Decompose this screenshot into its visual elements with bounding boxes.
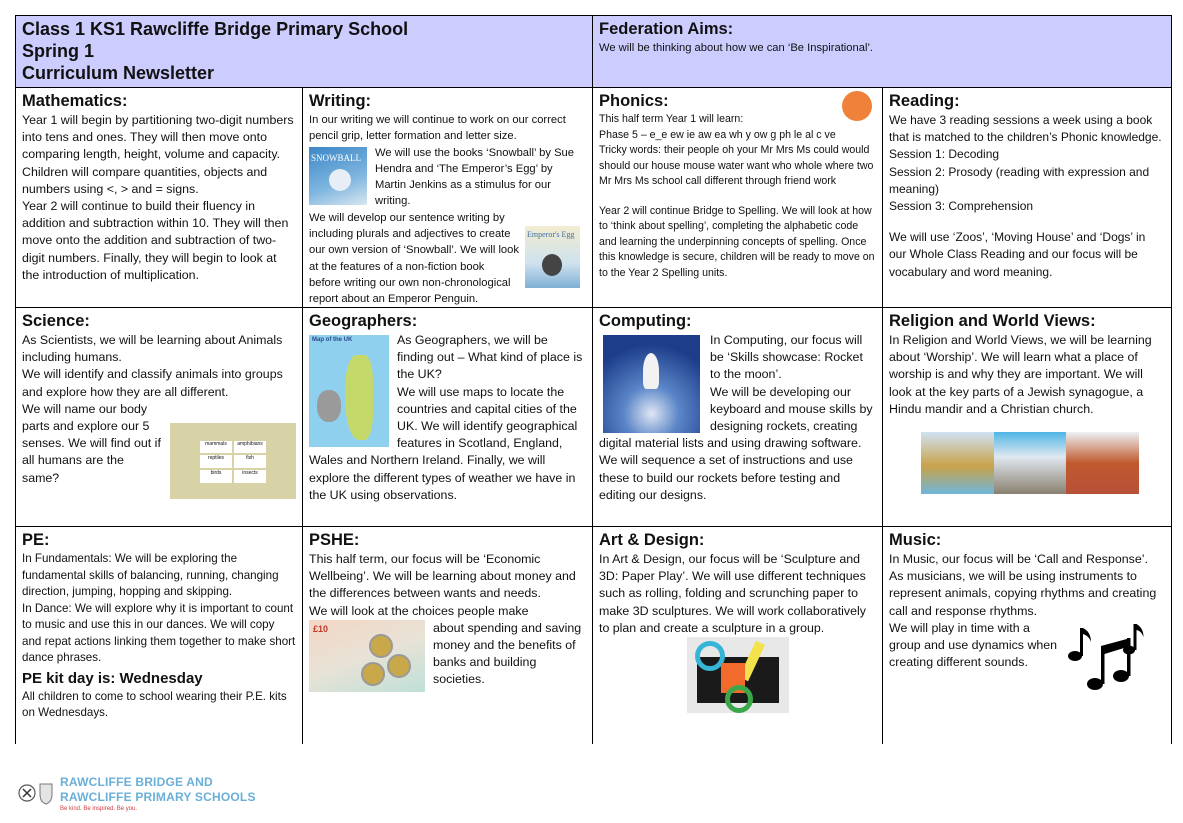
art-heading: Art & Design: <box>599 531 705 549</box>
footer-line-2: RAWCLIFFE PRIMARY SCHOOLS <box>60 790 256 804</box>
uk-map-title: Map of the UK <box>312 337 353 343</box>
geography-text-2: We will use maps to locate the countries and capital cities of the UK. We will identify geographical features in Scotland, England, Wales and Northern Ireland. Finally, we will explore the different types of weather we have in the UK using observations. <box>309 384 578 502</box>
pe-section <box>16 527 303 744</box>
reading-section <box>883 88 1171 308</box>
computing-text-2: We will be developing our keyboard and mouse skills by designing rockets, creating digital material lists and using drawing software. <box>599 384 873 451</box>
mandir-photo <box>1066 432 1139 494</box>
penguin-shape <box>542 254 562 276</box>
science-heading: Science: <box>22 312 90 330</box>
pshe-text-2b: about spending and saving money and the benefits of banks and building societies. <box>433 620 582 687</box>
banknote-label: £10 <box>313 623 329 634</box>
writing-heading: Writing: <box>309 92 372 110</box>
phonics-phase5: Phase 5 – e_e ew ie aw ea wh y ow g ph le al c ve <box>599 128 836 141</box>
maths-heading: Mathematics: <box>22 92 128 110</box>
title-line-1: Class 1 KS1 Rawcliffe Bridge Primary School <box>22 19 409 39</box>
coin-shape <box>387 654 411 678</box>
pshe-text-1: This half term, our focus will be ‘Economic Wellbeing’. We will be learning about money and the differences between wants and needs. <box>309 552 576 601</box>
music-section <box>883 527 1171 744</box>
computing-section <box>593 308 883 527</box>
footer-line-1: RAWCLIFFE BRIDGE AND <box>60 775 213 789</box>
rocket-image <box>603 335 700 433</box>
label-fish: fish <box>234 455 266 468</box>
ireland-shape <box>317 390 341 422</box>
writing-section <box>303 88 593 308</box>
footer-tagline: Be kind. Be inspired. Be you. <box>60 806 138 812</box>
reading-session-1: Session 1: Decoding <box>889 147 1000 162</box>
science-section <box>16 308 303 527</box>
spacer <box>599 190 876 204</box>
federation-logo <box>18 772 268 817</box>
geography-heading: Geographers: <box>309 312 418 330</box>
art-text: In Art & Design, our focus will be ‘Sculpture and 3D: Paper Play’. We will use different techniques such as rolling, folding and scrunching paper to make 3D sculptures. We will work collaboratively to plan and create a sculpture in a group. <box>599 552 866 635</box>
pshe-text-2a: We will look at the choices people make <box>309 603 529 618</box>
phonics-tricky-words: Tricky words: their people oh your Mr Mrs Ms could would should our house mouse water want who whole where two Mr Mrs Ms school call different through friend work <box>599 144 874 187</box>
label-reptiles: reptiles <box>200 455 232 468</box>
science-text-1: As Scientists, we will be learning about Animals including humans. <box>22 333 283 365</box>
music-notes-icon <box>1065 622 1145 694</box>
music-text-2: We will play in time with a group and use dynamics when creating different sounds. <box>889 620 1058 670</box>
religion-heading: Religion and World Views: <box>889 312 1096 330</box>
pshe-section <box>303 527 593 744</box>
art-section <box>593 527 883 744</box>
writing-text-2: We will use the books ‘Snowball’ by Sue Hendra and ‘The Emperor’s Egg’ by Martin Jenkins as a stimulus for our writing. <box>375 146 574 208</box>
spacer <box>889 215 1165 229</box>
label-insects: insects <box>234 470 266 483</box>
coin-shape <box>369 634 393 658</box>
school-crests-icon <box>18 780 54 806</box>
reading-heading: Reading: <box>889 92 960 110</box>
phonics-year2: Year 2 will continue Bridge to Spelling. We will look at how to ‘think about spelling’, completing the alphabetic code and learning the underpinning concepts of spelling. Once this knowledge is secure, children will be ready to move on to the Year 2 Spelling units. <box>599 204 875 279</box>
emperors-egg-book-image <box>525 226 580 288</box>
temple-photo <box>921 432 994 494</box>
phonics-intro: This half term Year 1 will learn: <box>599 113 744 125</box>
paper-sculpture-image <box>687 637 789 713</box>
writing-text-1: In our writing we will continue to work on our correct pencil grip, letter formation and letter size. <box>309 114 566 143</box>
music-heading: Music: <box>889 531 942 549</box>
religion-text: In Religion and World Views, we will be learning about ‘Worship’. We will learn what a place of worship is and why they are important. We will look at the key parts of a Jewish synagogue, a Hindu mandir and a Christian church. <box>889 333 1152 416</box>
label-mammals: mammals <box>200 441 232 454</box>
pe-text-1: In Fundamentals: We will be exploring the fundamental skills of balancing, running, changing direction, jumping, hopping and skipping. <box>22 552 279 598</box>
science-text-2: We will identify and classify animals into groups and explore how they are all different. <box>22 367 283 399</box>
title-line-3: Curriculum Newsletter <box>22 63 215 83</box>
music-notes-graphic <box>1065 622 1145 694</box>
reading-session-2: Session 2: Prosody (reading with expression and meaning) <box>889 164 1150 196</box>
title-block <box>16 16 593 88</box>
maths-text-2: Year 2 will continue to build their fluency in addition and subtraction within 10. They will then move onto the addition and subtraction of two-digit numbers. Finally, they will begin to look at the introduction of multiplication. <box>22 199 289 282</box>
label-amphibians: amphibians <box>234 441 266 454</box>
phonics-scheme-logo <box>842 91 872 121</box>
uk-map-image <box>309 335 389 447</box>
label-birds: birds <box>200 470 232 483</box>
coin-shape <box>361 662 385 686</box>
reading-text-1: We have 3 reading sessions a week using a book that is matched to the children’s Phonic knowledge. <box>889 113 1162 145</box>
federation-heading: Federation Aims: <box>599 20 734 38</box>
newsletter-grid <box>15 15 1172 744</box>
writing-text-3: We will develop our sentence writing by including plurals and adjectives to create our own version of ‘Snowball’. We will look at the features of a non-fiction book before writing our own non-chronological report about an Emperor Penguin. <box>309 211 519 306</box>
maths-text-1: Year 1 will begin by partitioning two-digit numbers into tens and ones. They will then move onto comparing length, height, volume and capacity. Children will compare quantities, objects and numbers using <, > and = signs. <box>22 113 294 196</box>
phonics-heading: Phonics: <box>599 92 669 110</box>
maths-section <box>16 88 303 308</box>
federation-text: We will be thinking about how we can ‘Be Inspirational’. <box>599 42 874 54</box>
emperors-egg-title: Emperor's Egg <box>527 229 575 239</box>
title-line-2: Spring 1 <box>22 41 95 61</box>
pe-heading: PE: <box>22 531 50 549</box>
church-photo <box>994 432 1067 494</box>
reading-text-2: We will use ‘Zoos’, ‘Moving House’ and ‘Dogs’ in our Whole Class Reading and our focus will be vocabulary and word meaning. <box>889 230 1146 279</box>
snowball-shape <box>329 169 351 191</box>
science-text-3: We will name our body parts and explore our 5 senses. We will find out if all humans are the same? <box>22 401 161 485</box>
federation-aims-block <box>593 16 1171 88</box>
geography-section <box>303 308 593 527</box>
music-text-1: In Music, our focus will be ‘Call and Response’. As musicians, we will be using instruments to represent animals, copying rhythms and creating call and response rhythms. <box>889 552 1157 618</box>
snowball-book-title: SNOWBALL <box>311 152 361 163</box>
phonics-section <box>593 88 883 308</box>
reading-session-3: Session 3: Comprehension <box>889 199 1034 214</box>
animal-groups-labels <box>200 441 266 483</box>
computing-heading: Computing: <box>599 312 692 330</box>
paper-curl-green <box>725 685 753 713</box>
computing-text-3: We will sequence a set of instructions and use these to build our rockets before testing and editing our designs. <box>599 453 853 502</box>
pe-text-2: In Dance: We will explore why it is important to count to music and use this in our dances. We will copy and repat actions linking them together to make short dance phrases. <box>22 601 296 664</box>
places-of-worship-image <box>921 432 1139 494</box>
animal-classification-image <box>170 423 296 499</box>
geography-text-1: As Geographers, we will be finding out – What kind of place is the UK? <box>397 333 583 382</box>
money-image <box>309 620 425 692</box>
great-britain-shape <box>345 355 373 440</box>
rocket-shape <box>643 353 659 389</box>
religion-section <box>883 308 1171 527</box>
pe-kit-text: All children to come to school wearing their P.E. kits on Wednesdays. <box>22 689 287 719</box>
computing-text-1: In Computing, our focus will be ‘Skills showcase: Rocket to the moon’. <box>710 333 863 382</box>
pe-kit-heading: PE kit day is: Wednesday <box>22 669 203 687</box>
pshe-heading: PSHE: <box>309 531 360 549</box>
snowball-book-image <box>309 147 367 205</box>
